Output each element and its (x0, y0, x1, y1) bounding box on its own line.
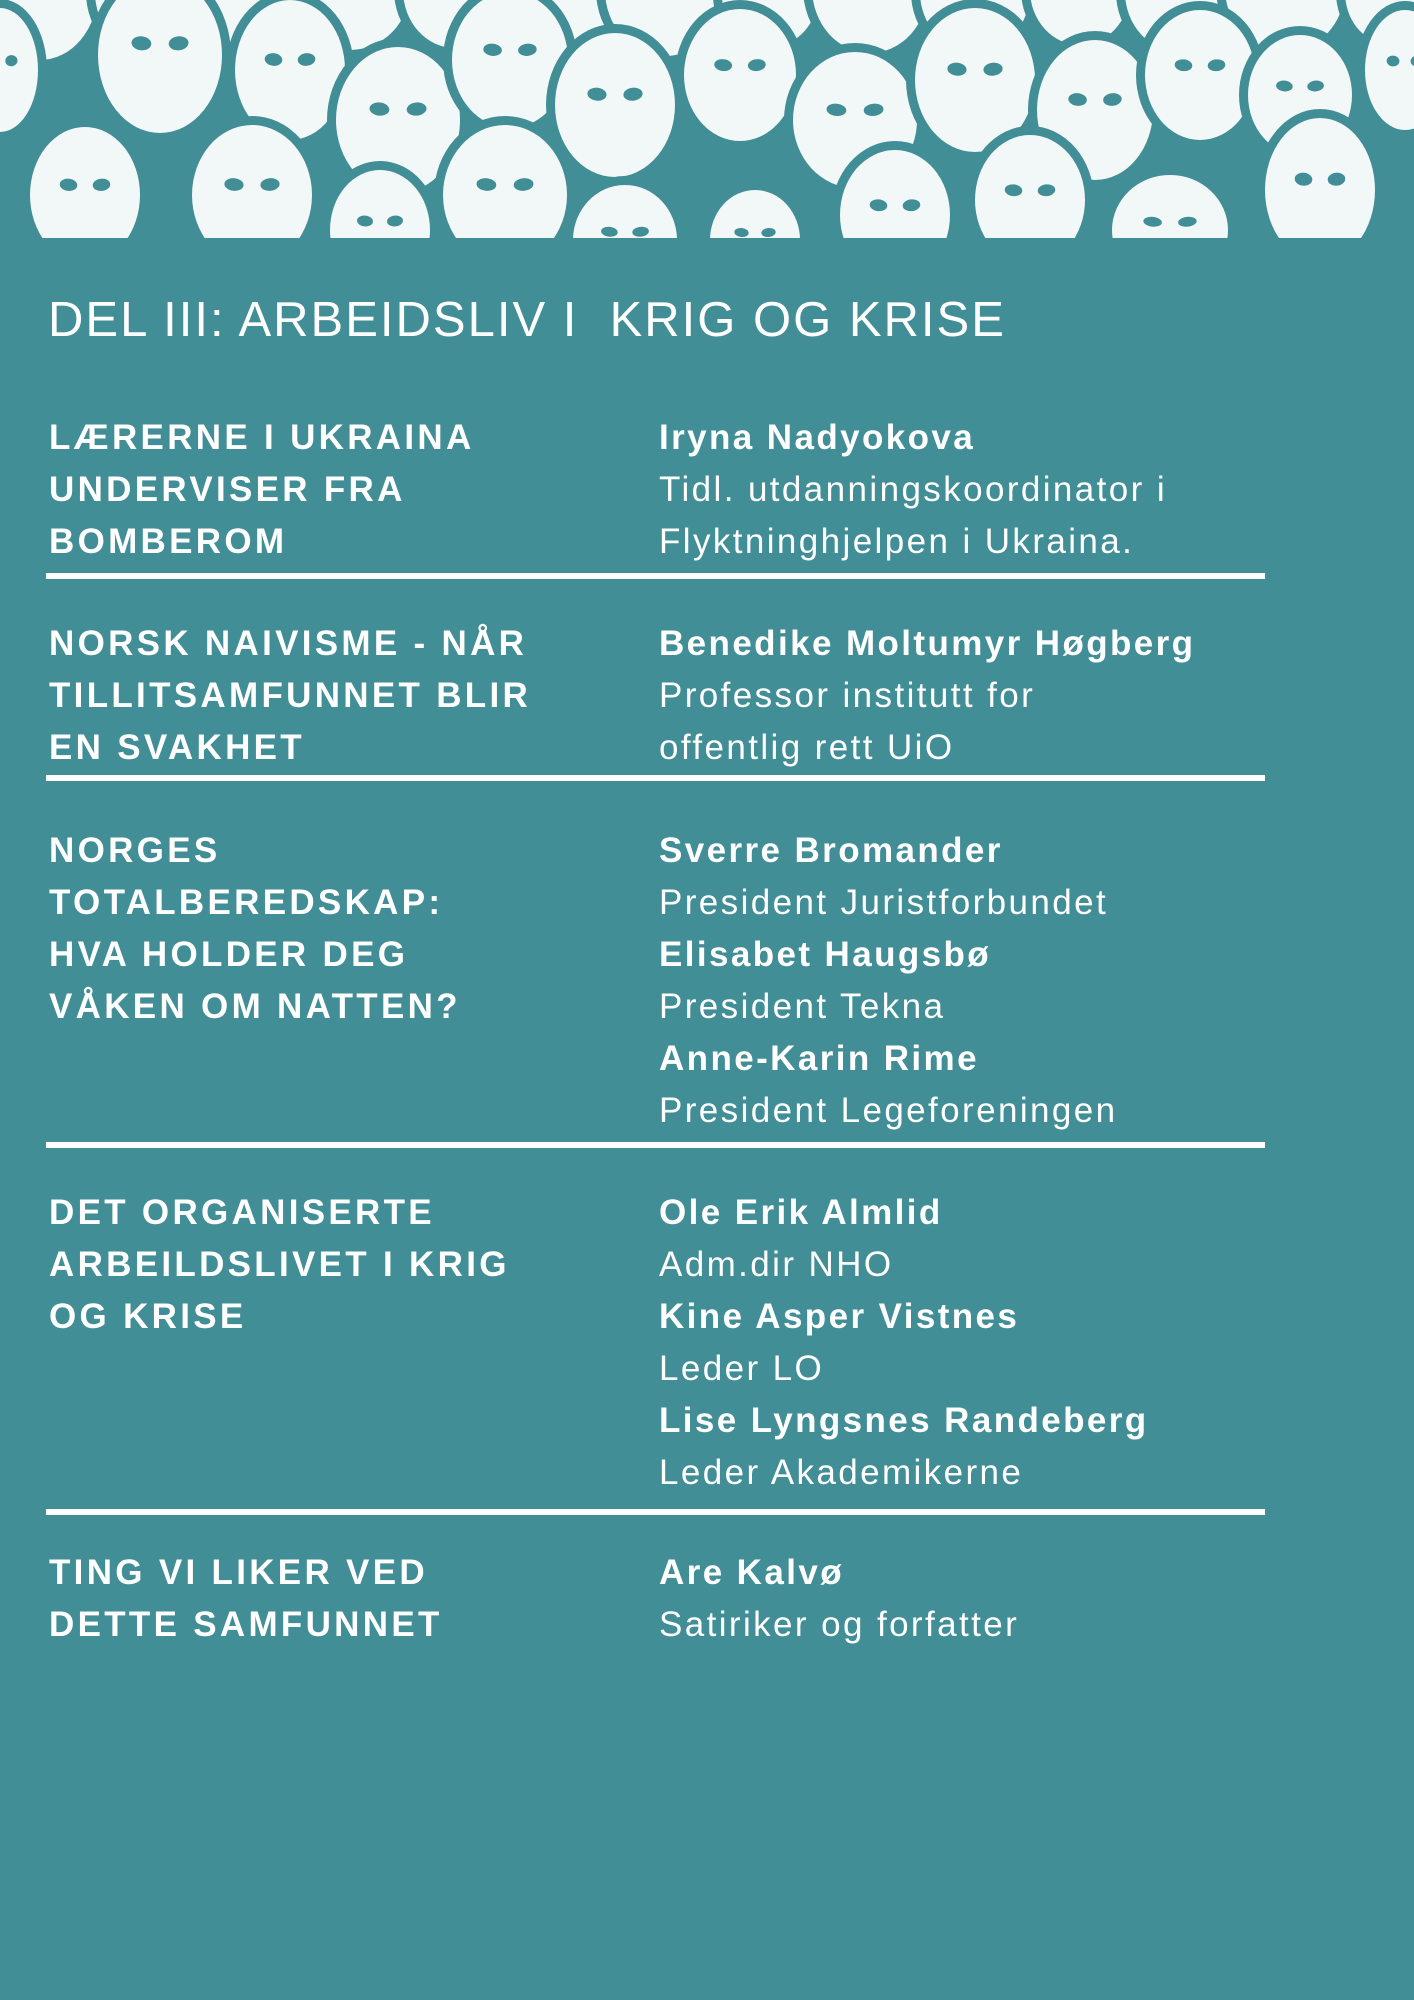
speaker-item (659, 618, 1399, 774)
speaker-item (659, 1291, 1399, 1395)
speaker-list (659, 618, 1399, 774)
speaker-item (659, 412, 1399, 568)
speaker-item (659, 825, 1399, 929)
speaker-name: Lise Lyngsnes Randeberg (659, 1401, 1149, 1440)
session-title-line: LÆRERNE I UKRAINA (49, 418, 475, 457)
speaker-list (659, 1547, 1399, 1651)
speaker-role-line: offentlig rett UiO (659, 728, 955, 767)
session-title-line: TILLITSAMFUNNET BLIR (49, 676, 532, 715)
session-title-line: VÅKEN OM NATTEN? (49, 987, 461, 1026)
speaker-list (659, 825, 1399, 1137)
speaker-role (659, 1343, 1399, 1395)
session-title-line: ARBEILDSLIVET I KRIG (49, 1245, 510, 1284)
session-title (49, 1187, 609, 1343)
speaker-item (659, 929, 1399, 1033)
speaker-name: Kine Asper Vistnes (659, 1297, 1020, 1336)
session-title (49, 825, 609, 1033)
speaker-role-line: Adm.dir NHO (659, 1245, 894, 1284)
speaker-role-line: Leder Akademikerne (659, 1453, 1024, 1492)
speaker-list (659, 1187, 1399, 1499)
session-title-line: HVA HOLDER DEG (49, 935, 409, 974)
session-title-line: TOTALBEREDSKAP: (49, 883, 444, 922)
section-divider (46, 775, 1265, 781)
session-title-line: NORSK NAIVISME - NÅR (49, 624, 528, 663)
section-divider (46, 1142, 1265, 1148)
speaker-role-line: Flyktninghjelpen i Ukraina. (659, 522, 1135, 561)
session-title (49, 618, 609, 774)
speaker-name: Anne-Karin Rime (659, 1039, 979, 1078)
speaker-item (659, 1033, 1399, 1137)
speaker-list (659, 412, 1399, 568)
speaker-name: Benedike Moltumyr Høgberg (659, 624, 1196, 663)
speaker-role-line: Satiriker og forfatter (659, 1605, 1020, 1644)
section-divider (46, 573, 1265, 579)
speaker-role (659, 1239, 1399, 1291)
session-title (49, 1547, 609, 1651)
session-title-line: TING VI LIKER VED (49, 1553, 428, 1592)
speaker-name: Ole Erik Almlid (659, 1193, 943, 1232)
speaker-role-line: Professor institutt for (659, 676, 1036, 715)
speaker-role (659, 877, 1399, 929)
speaker-name: Elisabet Haugsbø (659, 935, 992, 974)
speaker-role-line: President Juristforbundet (659, 883, 1109, 922)
session-title-line: EN SVAKHET (49, 728, 305, 767)
session-title-line: UNDERVISER FRA (49, 470, 406, 509)
speaker-item (659, 1187, 1399, 1291)
speaker-name: Iryna Nadyokova (659, 418, 976, 457)
session-title-line: OG KRISE (49, 1297, 247, 1336)
speaker-name: Are Kalvø (659, 1553, 844, 1592)
speaker-role-line: Leder LO (659, 1349, 825, 1388)
speaker-role (659, 1085, 1399, 1137)
speaker-role (659, 1599, 1399, 1651)
speaker-name: Sverre Bromander (659, 831, 1003, 870)
session-title (49, 412, 609, 568)
speaker-role (659, 981, 1399, 1033)
speaker-role (659, 1447, 1399, 1499)
speaker-item (659, 1547, 1399, 1651)
session-title-line: BOMBEROM (49, 522, 288, 561)
section-divider (46, 1509, 1265, 1515)
speaker-role (659, 464, 1399, 568)
speaker-role-line: President Tekna (659, 987, 946, 1026)
page-title: DEL III: ARBEIDSLIV I KRIG OG KRISE (48, 293, 1006, 347)
session-title-line: DET ORGANISERTE (49, 1193, 435, 1232)
speaker-role-line: Tidl. utdanningskoordinator i (659, 470, 1168, 509)
session-title-line: NORGES (49, 831, 221, 870)
session-title-line: DETTE SAMFUNNET (49, 1605, 443, 1644)
speaker-item (659, 1395, 1399, 1499)
speaker-role (659, 670, 1399, 774)
speaker-role-line: President Legeforeningen (659, 1091, 1118, 1130)
